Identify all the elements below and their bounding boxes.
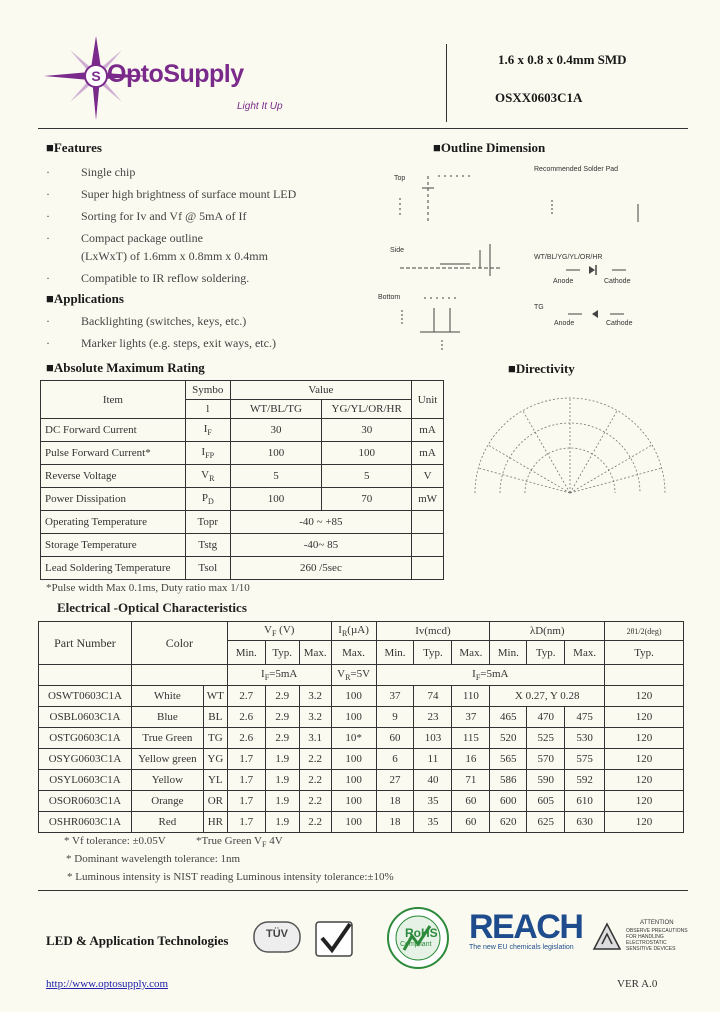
rohs-logo	[386, 906, 450, 970]
header-value: Value	[230, 381, 411, 400]
intensity-tolerance-note: * Luminous intensity is NIST reading Luminous intensity tolerance:±10%	[67, 871, 394, 883]
header-group2: YG/YL/OR/HR	[322, 400, 412, 419]
table-row: Reverse Voltage $V_R$ 5 5 V	[41, 465, 444, 488]
reach-logo	[469, 908, 583, 962]
directivity-chart	[455, 395, 685, 505]
header-vf: $V_F$ (V)	[227, 622, 331, 641]
brand-name: OptoSupply	[107, 60, 244, 88]
outline-title: ■Outline Dimension	[433, 140, 546, 155]
header-part-number: Part Number	[39, 622, 132, 665]
electrical-title: Electrical -Optical Characteristics	[57, 600, 247, 615]
attention-text: ATTENTION	[640, 920, 674, 926]
anode-label-2: Anode	[554, 320, 575, 327]
table-row: OSHR0603C1A Red HR 1.7 1.9 2.2 100 18 35 60 620 625 630 120	[39, 812, 684, 833]
electrical-table: Part Number Color $V_F$ (V) $I_R(\mu A)$ Iv(mcd) λD(nm) 2θ1/2(deg) Min. Typ. Max. Max. Min. Typ. Max. Min. Typ. Max. Typ. $I_F=5mA$ $V_R=5V$ $I_F=5mA$ OSWT0603C1A White WT 2.7 2.9 3.2 100 37 74 110 X 0.27, Y 0.28 120 OSBL0603C1A Blue BL 2.6 2.9 3.2 100 9 23 37 465 470 475 120 OSTG0603C1A True Green TG 2.6 2.9 3.1 10* 60 103 115 520 525 530 120 OSYG0603C1A Yellow green YG 1.7 1.9 2.2 100 6 11 16 565 570 575 120 OSYL0603C1A Yellow YL 1.7 1.9 2.2 100 27 40 71 586 590 592 120 OSOR0603C1A Orange OR 1.7 1.9 2.2 100 18 35 60 600 605 610 120 OSHR0603C1A Red HR 1.7 1.9 2.2 100 18 35 60 620 625 630 120	[38, 621, 684, 833]
footer-rule	[38, 890, 688, 891]
table-row: OSOR0603C1A Orange OR 1.7 1.9 2.2 100 18 35 60 600 605 610 120	[39, 791, 684, 812]
package-outline-icon	[380, 160, 680, 355]
outline-drawing	[380, 160, 680, 355]
esd-attention-logo	[590, 916, 692, 964]
vf-tolerance-note: * Vf tolerance: ±0.05V	[64, 835, 166, 847]
cathode-label-2: Cathode	[606, 320, 633, 327]
wavelength-tolerance-note: * Dominant wavelength tolerance: 1nm	[66, 853, 241, 865]
header-iv: Iv(mcd)	[376, 622, 490, 641]
condition-row: $I_F=5mA$ $V_R=5V$ $I_F=5mA$	[39, 665, 684, 686]
absolute-rating-table	[40, 380, 444, 580]
brand-slogan: Light It Up	[237, 101, 283, 112]
rohs-text: RoHS	[405, 926, 438, 940]
model-title: OSXX0603C1A	[495, 90, 583, 105]
polarity-group2-label: TG	[534, 304, 544, 311]
polarity-group1-label: WT/BL/YG/YL/OR/HR	[534, 254, 603, 261]
table-row: OSWT0603C1A White WT 2.7 2.9 3.2 100 37 74 110 X 0.27, Y 0.28 120	[39, 686, 684, 707]
attention-sub: OBSERVE PRECAUTIONS FOR HANDLING ELECTROSTATIC SENSITIVE DEVICES	[626, 928, 688, 952]
header-symbol: Symbo	[185, 381, 230, 400]
header-group1: WT/BL/TG	[230, 400, 322, 419]
rohs-sub: Compliant	[400, 941, 432, 948]
table-row: Pulse Forward Current* $I_{FP}$ 100 100 mA	[41, 442, 444, 465]
table-row: Lead Soldering Temperature Tsol 260 /5sec	[41, 557, 444, 580]
svg-text:S: S	[91, 68, 101, 84]
anode-label-1: Anode	[553, 278, 574, 285]
truegreen-vf-note: *True Green $V_F$ 4V	[196, 835, 283, 850]
bottom-view-label: Bottom	[378, 294, 401, 301]
reach-subtitle: The new EU chemicals legislation	[469, 944, 574, 951]
header-item: Item	[41, 381, 186, 419]
table-row: Operating Temperature Topr -40 ~ +85	[41, 511, 444, 534]
absolute-rating-title: ■Absolute Maximum Rating	[46, 360, 205, 375]
version-label: VER A.0	[617, 978, 658, 990]
header-wavelength: λD(nm)	[490, 622, 605, 641]
pulse-note: *Pulse width Max 0.1ms, Duty ratio max 1/10	[46, 582, 250, 594]
directivity-title: ■Directivity	[508, 361, 575, 376]
side-view-label: Side	[390, 247, 405, 254]
header-view-angle: 2θ1/2(deg)	[605, 622, 684, 641]
table-row: Storage Temperature Tstg -40~ 85	[41, 534, 444, 557]
website-link[interactable]: http://www.optosupply.com	[46, 978, 169, 990]
solder-pad-label: Recommended Solder Pad	[534, 166, 619, 173]
directivity-polar-icon	[455, 395, 685, 505]
table-row: OSYG0603C1A Yellow green YG 1.7 1.9 2.2 100 6 11 16 565 570 575 120	[39, 749, 684, 770]
header-symbol-cont: l	[185, 400, 230, 419]
check-mark-logo	[312, 916, 358, 960]
header-divider	[446, 44, 447, 122]
reach-text: REACH	[469, 908, 583, 946]
check-mark-icon	[312, 916, 358, 960]
spec-title: 1.6 x 0.8 x 0.4mm SMD	[498, 52, 627, 67]
esd-warning-icon	[592, 922, 622, 952]
table-row: Power Dissipation $P_D$ 100 70 mW	[41, 488, 444, 511]
table-row: OSYL0603C1A Yellow YL 1.7 1.9 2.2 100 27 40 71 586 590 592 120	[39, 770, 684, 791]
header-rule	[38, 128, 688, 129]
top-view-label: Top	[394, 175, 406, 182]
table-row: OSBL0603C1A Blue BL 2.6 2.9 3.2 100 9 23 37 465 470 475 120	[39, 707, 684, 728]
applications-list: · Backlighting (switches, keys, etc.) · Marker lights (e.g. steps, exit ways, etc.)	[46, 314, 276, 350]
applications-title: ■Applications	[46, 291, 124, 306]
table-row: DC Forward Current $I_F$ 30 30 mA	[41, 419, 444, 442]
header-unit: Unit	[412, 381, 444, 419]
company-name: LED & Application Technologies	[46, 933, 229, 948]
header-ir: $I_R(\mu A)$	[331, 622, 376, 641]
tuv-logo: TÜV	[252, 918, 304, 958]
table-row: OSTG0603C1A True Green TG 2.6 2.9 3.1 10* 60 103 115 520 525 530 120	[39, 728, 684, 749]
header-color: Color	[131, 622, 227, 665]
features-list: · Single chip · Super high brightness of surface mount LED · Sorting for Iv and Vf @ 5mA of If · Compact package outline (LxWxT) of 1.6mm x 0.8mm x 0.4mm · Compatible to IR reflow soldering.	[46, 165, 297, 285]
cathode-label-1: Cathode	[604, 278, 631, 285]
features-title: ■Features	[46, 140, 102, 155]
